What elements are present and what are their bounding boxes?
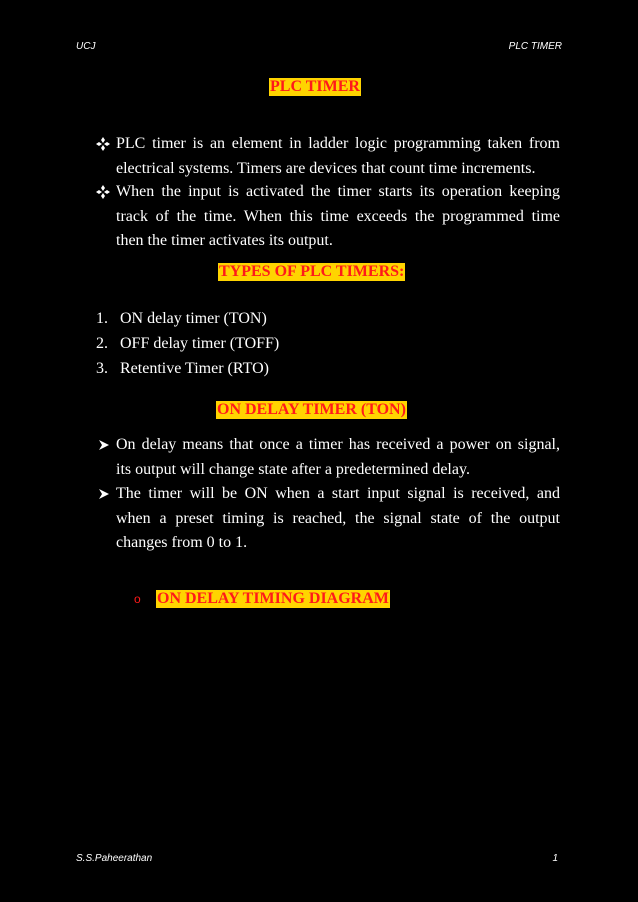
list-item bbox=[96, 333, 279, 355]
intro-line: electrical systems. Timers are devices that count time increments. bbox=[116, 159, 536, 177]
footer-author: S.S.Paheerathan bbox=[76, 853, 153, 864]
list-number: 2. bbox=[96, 335, 108, 352]
on-delay-line: On delay means that once a timer has received a power on signal, bbox=[116, 436, 560, 453]
on-delay-line: when a preset timing is reached, the signal state of the output bbox=[116, 509, 560, 527]
on-delay-paragraph-1 bbox=[116, 433, 560, 482]
list-item bbox=[96, 358, 269, 380]
list-label: Retentive Timer (RTO) bbox=[120, 360, 269, 377]
page-number: 1 bbox=[552, 853, 558, 864]
intro-paragraph-2 bbox=[116, 180, 560, 254]
intro-line: PLC timer is an element in ladder logic programming taken from bbox=[116, 135, 560, 152]
page-title: PLC TIMER bbox=[270, 78, 360, 95]
arrowhead-bullet-icon bbox=[98, 433, 110, 457]
header-right-text: PLC TIMER bbox=[508, 41, 562, 52]
intro-paragraph-1 bbox=[116, 132, 560, 181]
intro-line: then the timer activates its output. bbox=[116, 232, 333, 249]
intro-line: track of the time. When this time exceeds the programmed time bbox=[116, 207, 560, 225]
intro-line: When the input is activated the timer starts its operation keeping bbox=[116, 183, 560, 200]
list-label: OFF delay timer (TOFF) bbox=[120, 335, 280, 352]
on-delay-line: The timer will be ON when a start input signal is received, and bbox=[116, 485, 560, 502]
on-delay-heading: ON DELAY TIMER (TON) bbox=[217, 401, 406, 418]
diamond-bullet-icon bbox=[96, 132, 110, 156]
timing-diagram-heading: ON DELAY TIMING DIAGRAM bbox=[157, 590, 389, 607]
on-delay-paragraph-2 bbox=[116, 482, 560, 556]
list-label: ON delay timer (TON) bbox=[120, 310, 267, 327]
circle-bullet-marker: o bbox=[134, 592, 141, 606]
header-left-text: UCJ bbox=[76, 41, 96, 52]
list-number: 1. bbox=[96, 310, 108, 327]
arrowhead-bullet-icon bbox=[98, 482, 110, 506]
list-number: 3. bbox=[96, 360, 108, 377]
types-heading: TYPES OF PLC TIMERS: bbox=[219, 263, 405, 280]
on-delay-line: its output will change state after a predetermined delay. bbox=[116, 460, 470, 478]
on-delay-line: changes from 0 to 1. bbox=[116, 534, 248, 551]
list-item bbox=[96, 308, 267, 330]
diamond-bullet-icon bbox=[96, 180, 110, 204]
